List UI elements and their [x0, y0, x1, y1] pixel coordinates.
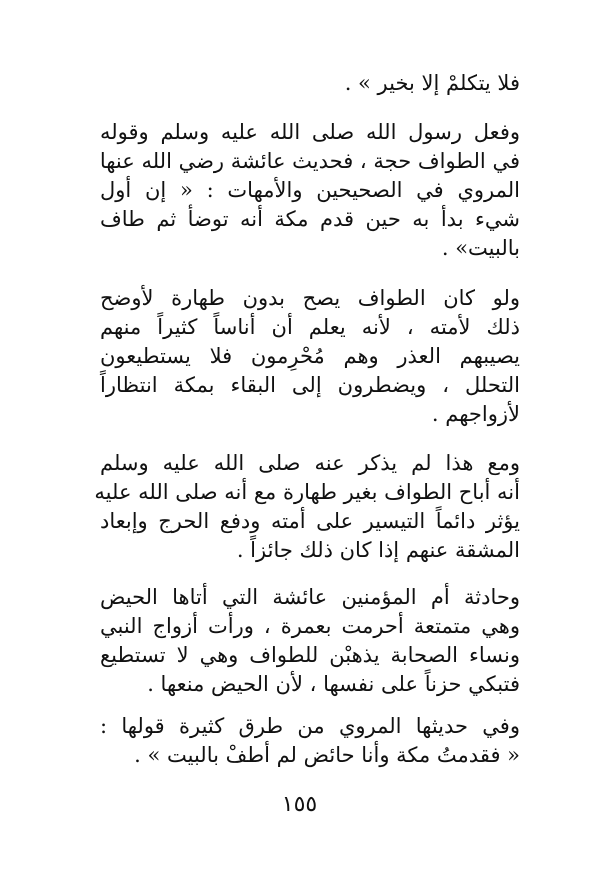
- text-line: ومع هذا لم يذكر عنه صلى الله عليه وسلم: [100, 451, 520, 475]
- text-line: فتبكي حزناً على نفسها ، لأن الحيض منعها .: [147, 672, 520, 696]
- text-line: يصيبهم العذر وهم مُحْرِمون فلا يستطيعون: [100, 344, 520, 368]
- text-line: التحلل ، ويضطرون إلى البقاء بمكة انتظاراً: [100, 373, 520, 397]
- text-line: وفي حديثها المروي من طرق كثيرة قولها :: [100, 714, 520, 738]
- page-body: [94, 0, 520, 896]
- text-line: وهي متمتعة أحرمت بعمرة ، ورأت أزواج النبي: [100, 614, 520, 638]
- text-line: المروي في الصحيحين والأمهات : « إن أول: [100, 178, 520, 202]
- text-line: فلا يتكلمْ إلا بخير » .: [344, 71, 520, 95]
- text-line: وفعل رسول الله صلى الله عليه وسلم وقوله: [100, 120, 520, 144]
- text-line: لأزواجهم .: [431, 402, 520, 426]
- text-line: شيء بدأ به حين قدم مكة أنه توضأ ثم طاف: [100, 207, 520, 231]
- page-number: ١٥٥: [281, 792, 318, 817]
- text-line: بالبيت» .: [441, 236, 520, 260]
- text-line: ونساء الصحابة يذهبْن للطواف وهي لا تستطيع: [100, 643, 520, 667]
- text-line: ولو كان الطواف يصح بدون طهارة لأوضح: [100, 286, 520, 310]
- text-line: المشقة عنهم إذا كان ذلك جائزاً .: [236, 538, 520, 562]
- text-line: أنه أباح الطواف بغير طهارة مع أنه صلى الله عليه: [94, 480, 520, 504]
- text-line: وحادثة أم المؤمنين عائشة التي أتاها الحيض: [100, 585, 520, 609]
- text-line: ذلك لأمته ، لأنه يعلم أن أناساً كثيراً منهم: [100, 315, 520, 339]
- text-line: في الطواف حجة ، فحديث عائشة رضي الله عنها: [99, 149, 520, 173]
- text-line: يؤثر دائماً التيسير على أمته ودفع الحرج وإبعاد: [100, 509, 520, 533]
- text-line: « فقدمتُ مكة وأنا حائض لم أطفْ بالبيت » .: [134, 743, 520, 767]
